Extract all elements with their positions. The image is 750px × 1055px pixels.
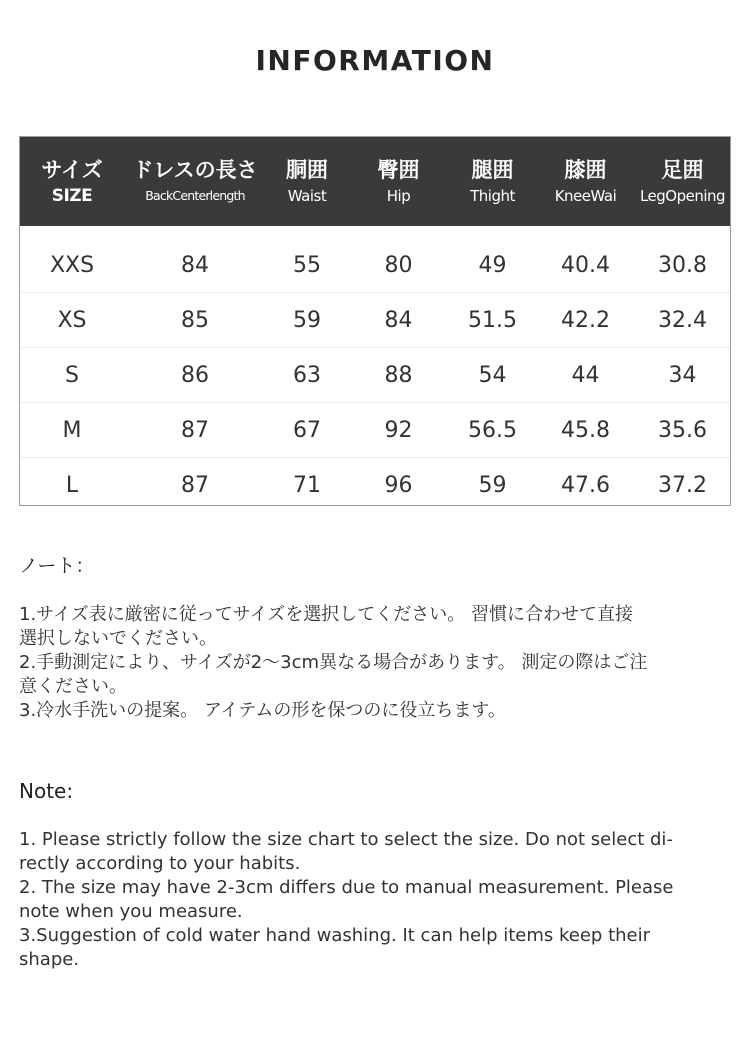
header-label-jp: 臀囲: [377, 157, 420, 182]
table-cell: 40.4: [561, 252, 610, 278]
size-table: [19, 136, 731, 506]
note-line: shape.: [19, 949, 80, 970]
note-line: note when you measure.: [19, 901, 243, 922]
note-line: 3.Suggestion of cold water hand washing. It can help items keep their: [19, 925, 651, 946]
page-title: INFORMATION: [255, 44, 495, 77]
header-size: [20, 137, 124, 226]
header-label-jp: ドレスの長さ: [132, 157, 258, 182]
header-label-en: SIZE: [51, 185, 93, 206]
header-waist: [266, 137, 348, 226]
note-line: 意ください。: [19, 676, 127, 697]
note-line: 1. Please strictly follow the size chart to select the size. Do not select di-: [19, 829, 673, 850]
table-cell: 54: [478, 362, 507, 388]
table-cell: 56.5: [468, 417, 517, 443]
table-cell: 47.6: [561, 472, 610, 498]
table-cell: 32.4: [658, 307, 707, 333]
notes-japanese-heading: ノート：: [19, 555, 95, 577]
table-row: [20, 403, 730, 458]
header-hip: [348, 137, 449, 226]
notes-japanese: [19, 553, 731, 723]
table-cell: L: [65, 472, 79, 498]
table-row: [20, 348, 730, 403]
table-cell: 84: [384, 307, 413, 333]
header-label-en: Waist: [287, 186, 327, 205]
header-knee: [536, 137, 635, 226]
notes-japanese-list: [19, 603, 731, 723]
header-thigh: [449, 137, 536, 226]
table-row: [20, 458, 730, 512]
table-cell: 34: [668, 362, 697, 388]
header-label-en: LegOpening: [639, 186, 726, 205]
table-cell: 30.8: [658, 252, 707, 278]
table-cell: 67: [293, 417, 321, 443]
table-cell: 84: [181, 252, 209, 278]
table-cell: 37.2: [658, 472, 707, 498]
table-cell: 45.8: [561, 417, 610, 443]
note-line: 選択しないでください。: [19, 628, 217, 649]
notes-english: [19, 778, 731, 972]
header-label-jp: 膝囲: [564, 157, 607, 182]
header-length: [124, 137, 266, 226]
header-label-jp: 足囲: [661, 157, 704, 182]
header-label-jp: 腿囲: [471, 157, 514, 182]
table-cell: 85: [181, 307, 209, 333]
table-cell: 35.6: [658, 417, 707, 443]
header-label-en: Hip: [386, 186, 411, 205]
table-row: [20, 293, 730, 348]
table-cell: 59: [293, 307, 321, 333]
table-cell: 51.5: [468, 307, 517, 333]
table-cell: 87: [181, 472, 209, 498]
table-cell: XS: [57, 307, 87, 333]
note-line: 2. The size may have 2-3cm differs due to manual measurement. Please: [19, 877, 674, 898]
table-body: [20, 226, 730, 512]
table-cell: 55: [293, 252, 321, 278]
header-label-jp: サイズ: [41, 157, 103, 182]
table-cell: XXS: [49, 252, 95, 278]
table-cell: M: [62, 417, 82, 443]
table-cell: 63: [293, 362, 321, 388]
table-row: [20, 238, 730, 293]
table-cell: S: [65, 362, 79, 388]
header-leg-opening: [635, 137, 730, 226]
header-label-en: Thight: [470, 186, 515, 205]
note-line: 2.手動測定により、サイズが2〜3cm異なる場合があります。 測定の際はご注: [19, 652, 648, 673]
table-cell: 87: [181, 417, 209, 443]
table-cell: 88: [384, 362, 413, 388]
header-label-en: BackCenterlength: [145, 187, 245, 203]
table-cell: 86: [181, 362, 209, 388]
header-label-en: KneeWai: [554, 186, 617, 205]
header-label-jp: 胴囲: [286, 157, 328, 182]
table-cell: 80: [384, 252, 413, 278]
table-cell: 71: [293, 472, 321, 498]
notes-english-list: [19, 828, 731, 972]
note-line: rectly according to your habits.: [19, 853, 301, 874]
table-header: [20, 137, 730, 226]
note-line: 1.サイズ表に厳密に従ってサイズを選択してください。 習慣に合わせて直接: [19, 604, 634, 625]
table-cell: 42.2: [561, 307, 610, 333]
table-cell: 96: [384, 472, 413, 498]
table-cell: 92: [384, 417, 413, 443]
notes-english-heading: Note:: [19, 779, 74, 803]
table-cell: 59: [478, 472, 507, 498]
note-line: 3.冷水手洗いの提案。 アイテムの形を保つのに役立ちます。: [19, 700, 506, 721]
table-cell: 49: [478, 252, 507, 278]
table-cell: 44: [571, 362, 600, 388]
